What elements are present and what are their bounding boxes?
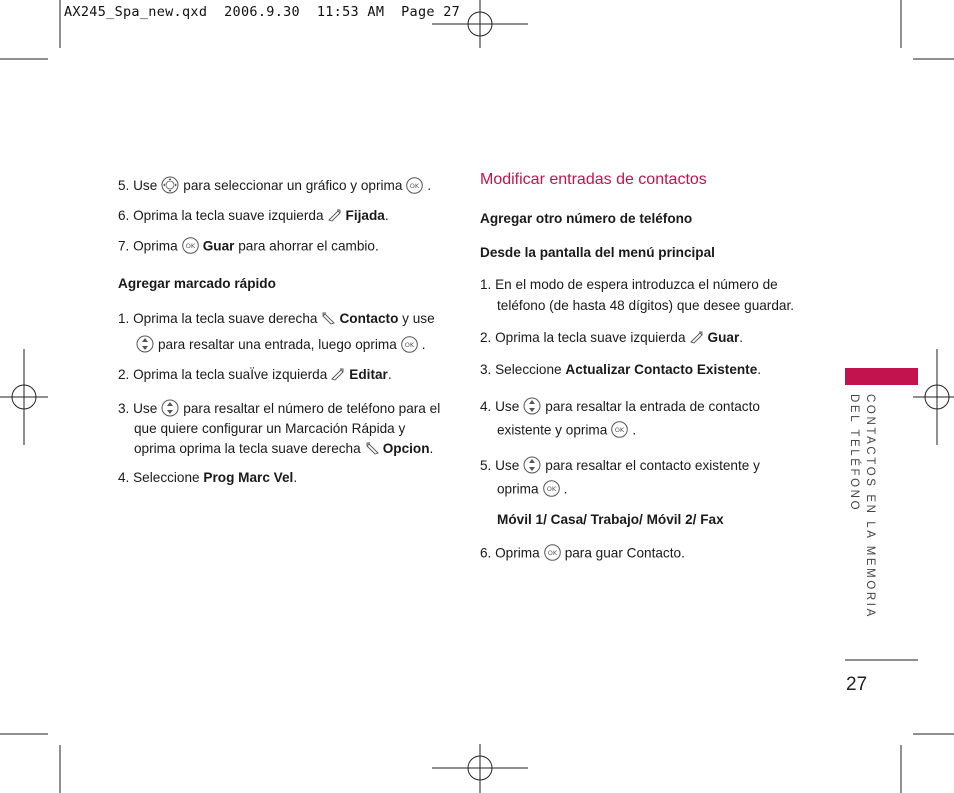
right-step-2: 2. Oprima la tecla suave izquierda Guar. — [480, 330, 744, 346]
left-soft-key-icon — [331, 367, 345, 384]
up-down-nav-icon — [523, 456, 541, 477]
right-step-1-line-1: 1. En el modo de espera introduzca el número de — [480, 277, 778, 292]
left-soft-key-icon — [328, 208, 342, 225]
left-step-3-line-3: oprima oprima la tecla suave derecha Opcion. — [134, 441, 434, 457]
speed-dial-heading: Agregar marcado rápido — [118, 276, 276, 291]
ok-key-icon — [543, 480, 560, 500]
chapter-tab-line-1: CONTACTOS EN LA MEMORIA — [864, 394, 876, 619]
ok-key-icon — [544, 544, 561, 564]
subheading-from-menu: Desde la pantalla del menú principal — [480, 245, 715, 260]
right-step-1-line-2: teléfono (de hasta 48 dígitos) que desee guardar. — [497, 298, 795, 313]
left-step-3-line-2: que quiere configurar un Marcación Rápida y — [134, 421, 406, 436]
svg-text:OK: OK — [185, 242, 195, 250]
up-down-nav-icon — [523, 397, 541, 418]
svg-text:OK: OK — [615, 426, 625, 434]
svg-text:OK: OK — [547, 549, 557, 557]
up-down-nav-icon — [161, 399, 179, 420]
left-step-1-line-2: para resaltar una entrada, luego oprima OK . — [132, 335, 426, 356]
right-step-3: 3. Seleccione Actualizar Contacto Existente. — [480, 362, 762, 377]
svg-text:OK: OK — [404, 340, 414, 349]
ok-key-icon — [611, 421, 628, 441]
right-step-4-line-1: 4. Use para resaltar la entrada de contacto — [480, 397, 760, 418]
svg-text:OK: OK — [546, 485, 556, 493]
left-step-5: 5. Use para seleccionar un gráfico y oprima OK . — [118, 176, 431, 197]
right-step-5-line-2: oprima OK . — [497, 480, 567, 500]
right-soft-key-icon — [365, 441, 379, 458]
left-step-2: 2. Oprima la tecla suaÏve izquierda Editar. — [118, 367, 392, 383]
page-number: 27 — [846, 674, 868, 695]
right-step-6: 6. Oprima OK para guar Contacto. — [480, 544, 685, 564]
left-soft-key-icon — [690, 330, 704, 347]
subheading-add-number: Agregar otro número de teléfono — [480, 211, 693, 226]
nav-key-icon — [161, 176, 179, 197]
chapter-tab-line-2: DEL TELÉFONO — [848, 394, 860, 513]
right-step-4-line-2: existente y oprima OK . — [497, 421, 636, 441]
chapter-tab-label — [846, 394, 878, 619]
chapter-tab-bar — [845, 368, 918, 385]
ok-key-icon — [401, 336, 418, 356]
left-step-6: 6. Oprima la tecla suave izquierda Fijada. — [118, 208, 389, 224]
up-down-nav-icon — [136, 335, 154, 356]
section-title: Modificar entradas de contactos — [480, 171, 707, 188]
ok-key-icon — [182, 237, 199, 257]
left-step-1-line-1: 1. Oprima la tecla suave derecha Contacto y use — [118, 311, 435, 327]
number-type-options: Móvil 1/ Casa/ Trabajo/ Móvil 2/ Fax — [497, 512, 724, 527]
left-step-3-line-1: 3. Use para resaltar el número de teléfono para el — [118, 399, 440, 420]
right-step-5-line-1: 5. Use para resaltar el contacto existente y — [480, 456, 760, 477]
ok-key-icon — [406, 177, 423, 197]
svg-text:OK: OK — [410, 181, 420, 190]
left-step-4: 4. Seleccione Prog Marc Vel. — [118, 470, 298, 485]
right-soft-key-icon — [321, 311, 335, 328]
left-step-7: 7. Oprima OK Guar para ahorrar el cambio. — [118, 237, 379, 257]
print-slug: AX245_Spa_new.qxd 2006.9.30 11:53 AM Page 27 — [64, 4, 461, 20]
